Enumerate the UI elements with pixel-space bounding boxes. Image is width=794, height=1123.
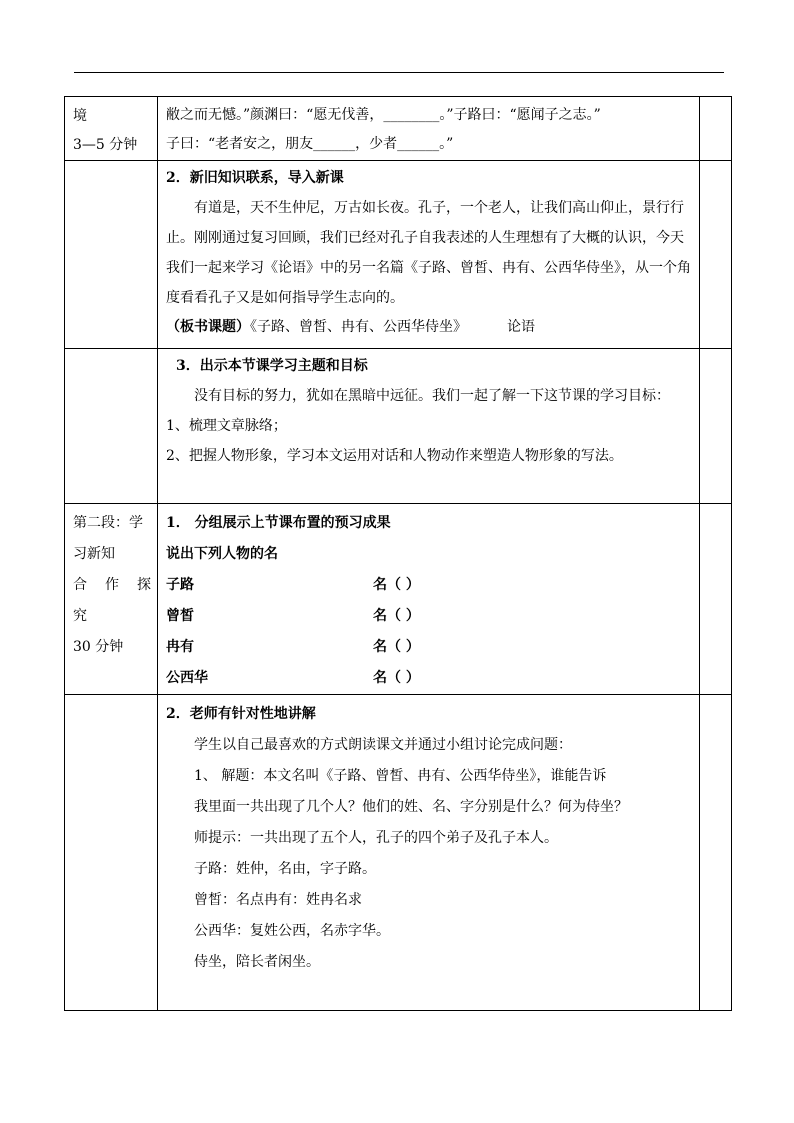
section-heading: 1． 分组展示上节课布置的预习成果	[166, 515, 391, 531]
answer-line: 子路：姓仲，名由，字子路。	[194, 861, 376, 877]
hint: 师提示：一共出现了五个人，孔子的四个弟子及孔子本人。	[194, 830, 558, 846]
board-label: （板书课题）	[166, 319, 250, 335]
paragraph: 没有目标的努力，犹如在黑暗中远征。我们一起了解一下这节课的学习目标：	[194, 388, 670, 404]
stage-char: 作	[105, 577, 119, 593]
stage-cell	[65, 161, 158, 349]
stage-duration: 3—5 分钟	[73, 137, 138, 153]
stage-label: 境	[73, 108, 87, 124]
table-row	[65, 97, 732, 161]
list-item	[166, 601, 693, 632]
stage-label: 第二段：学	[73, 515, 143, 531]
lesson-plan-table	[64, 96, 732, 1011]
content-cell	[158, 161, 700, 349]
stage-label: 习新知	[73, 546, 115, 562]
list-item	[166, 570, 693, 601]
table-row	[65, 504, 732, 695]
list-item	[166, 663, 693, 694]
paragraph: 学生以自己最喜欢的方式朗读课文并通过小组讨论完成问题：	[194, 737, 572, 753]
question: 我里面一共出现了几个人？他们的姓、名、字分别是什么？何为侍坐？	[194, 799, 628, 815]
notes-cell	[700, 695, 732, 1011]
paragraph: 有道是，天不生仲尼，万古如长夜。孔子，一个老人，让我们高山仰止，景行行止。刚刚通过复习回顾，我们已经对孔子自我表述的人生理想有了大概的认识，今天我们一起来学习《论语》中的另一名篇《子路、曾皙、冉有、公西华侍坐》，从一个角度看看孔子又是如何指导学生志向的。	[166, 200, 691, 306]
name-blank: 名（ ）	[373, 608, 420, 624]
goal-item: 2、把握人物形象，学习本文运用对话和人物动作来塑造人物形象的写法。	[166, 448, 623, 464]
name-blank: 名（ ）	[373, 670, 420, 686]
board-source: 论语	[507, 319, 535, 335]
answer-line: 侍坐，陪长者闲坐。	[194, 954, 320, 970]
section-heading: 2．新旧知识联系，导入新课	[166, 170, 344, 186]
answer-line: 曾皙：名点冉有：姓冉名求	[194, 892, 362, 908]
content-cell	[158, 695, 700, 1011]
name-blank: 名（ ）	[373, 577, 420, 593]
stage-label	[73, 570, 151, 601]
person-name: 公西华	[166, 670, 208, 686]
person-name: 子路	[166, 577, 194, 593]
table-row	[65, 349, 732, 504]
stage-cell	[65, 97, 158, 161]
stage-char: 合	[73, 577, 87, 593]
notes-cell	[700, 504, 732, 695]
content-cell	[158, 349, 700, 504]
stage-cell	[65, 695, 158, 1011]
table-row	[65, 695, 732, 1011]
goal-item: 1、梳理文章脉络；	[166, 418, 287, 434]
board-title-line	[166, 313, 693, 342]
text-line: 子曰：“老者安之，朋友______，少者______。”	[166, 136, 454, 152]
notes-cell	[700, 349, 732, 504]
content-cell	[158, 504, 700, 695]
content-cell	[158, 97, 700, 161]
person-name: 曾皙	[166, 608, 194, 624]
board-title: 《子路、曾皙、冉有、公西华侍坐》	[250, 319, 467, 335]
stage-cell	[65, 349, 158, 504]
stage-label: 究	[73, 608, 87, 624]
stage-cell	[65, 504, 158, 695]
answer-line: 公西华：复姓公西，名赤字华。	[194, 923, 390, 939]
section-heading: 3．出示本节课学习主题和目标	[176, 358, 368, 374]
stage-duration: 30 分钟	[73, 639, 124, 655]
notes-cell	[700, 97, 732, 161]
notes-cell	[700, 161, 732, 349]
text-line: 敝之而无憾。”颜渊曰：“愿无伐善，________。”子路曰：“愿闻子之志。”	[166, 107, 601, 123]
name-blank: 名（ ）	[373, 639, 420, 655]
table-row	[65, 161, 732, 349]
subheading: 说出下列人物的名	[166, 546, 278, 562]
section-heading: 2．老师有针对性地讲解	[166, 706, 316, 722]
header-rule	[74, 72, 724, 73]
person-name: 冉有	[166, 639, 194, 655]
list-item	[166, 632, 693, 663]
question: 1、 解题：本文名叫《子路、曾皙、冉有、公西华侍坐》，谁能告诉	[194, 768, 607, 784]
stage-char: 探	[137, 577, 151, 593]
